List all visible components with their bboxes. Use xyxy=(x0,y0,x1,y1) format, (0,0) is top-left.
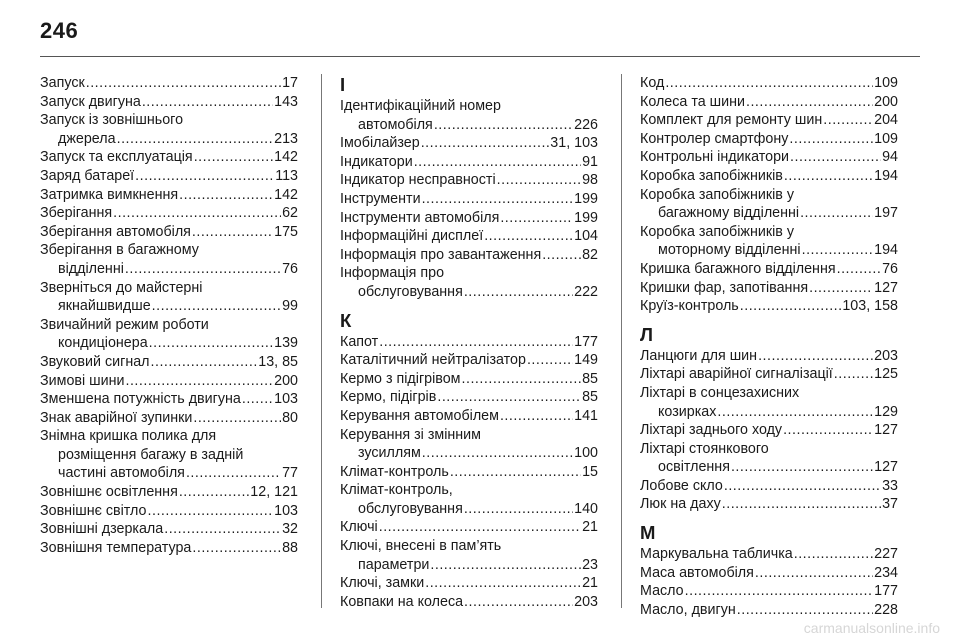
index-entry[interactable] xyxy=(340,537,598,574)
index-page-ref: 21 xyxy=(582,575,598,592)
index-entry[interactable] xyxy=(640,347,898,366)
index-entry-text: Керування зі змінним xyxy=(340,426,481,443)
index-page-ref: 103, 158 xyxy=(842,298,898,315)
index-entry-text: Маркувальна табличка xyxy=(640,546,793,563)
watermark: carmanualsonline.info xyxy=(803,620,940,636)
column-divider xyxy=(621,74,622,608)
dot-leader xyxy=(789,130,873,149)
index-page-ref: 21 xyxy=(582,519,598,536)
dot-leader xyxy=(717,403,873,422)
index-page-ref: 109 xyxy=(874,75,898,91)
index-entry[interactable] xyxy=(40,520,298,539)
index-entry[interactable] xyxy=(340,246,598,265)
page-number: 246 xyxy=(40,18,79,43)
index-entry-text: Маса автомобіля xyxy=(640,564,754,581)
index-letter-heading: К xyxy=(340,309,352,331)
index-entry-text: параметри xyxy=(358,556,430,573)
index-entry[interactable] xyxy=(40,390,298,409)
dot-leader xyxy=(837,260,882,279)
index-page-ref: 175 xyxy=(274,223,298,240)
index-page-ref: 82 xyxy=(582,246,598,263)
index-page-ref: 141 xyxy=(574,407,598,424)
index-entry-text: Ключі, внесені в пам’ять xyxy=(340,538,502,555)
index-entry-text: зусиллям xyxy=(358,445,421,462)
index-entry[interactable] xyxy=(640,279,898,298)
index-entry[interactable] xyxy=(340,351,598,370)
index-entry-text: Клімат-контроль xyxy=(340,463,449,480)
index-entry-text: Люк на даху xyxy=(640,496,721,513)
index-entry-text: автомобіля xyxy=(358,116,433,133)
dot-leader xyxy=(500,407,573,426)
index-entry[interactable] xyxy=(640,495,898,514)
index-entry-text: Зовнішні дзеркала xyxy=(40,521,164,538)
dot-leader xyxy=(414,153,581,172)
index-page-ref: 76 xyxy=(282,260,298,277)
index-entry[interactable] xyxy=(340,190,598,209)
index-page-ref: 17 xyxy=(282,75,298,91)
index-entry-text: частині автомобіля xyxy=(58,465,185,482)
dot-leader xyxy=(784,167,873,186)
index-entry[interactable] xyxy=(640,93,898,112)
index-entry[interactable] xyxy=(640,167,898,186)
index-page-ref: 62 xyxy=(282,205,298,222)
dot-leader xyxy=(179,186,273,205)
index-entry[interactable] xyxy=(40,279,298,316)
dot-leader xyxy=(422,444,573,463)
index-entry-text: обслуговування xyxy=(358,500,463,517)
index-entry-text: Імобілайзер xyxy=(340,135,420,152)
index-page-ref: 113 xyxy=(275,167,298,184)
index-page-ref: 228 xyxy=(874,601,898,618)
dot-leader xyxy=(164,520,281,539)
index-entry[interactable] xyxy=(340,463,598,482)
index-letter-heading: Л xyxy=(640,323,653,345)
index-page-ref: 104 xyxy=(574,228,598,245)
dot-leader xyxy=(125,372,273,391)
index-letter-heading: І xyxy=(340,74,346,95)
index-entry-text: козирках xyxy=(658,403,717,420)
index-entry[interactable] xyxy=(40,539,298,558)
index-entry[interactable] xyxy=(640,260,898,279)
index-entry[interactable] xyxy=(640,74,898,93)
index-entry[interactable] xyxy=(640,130,898,149)
dot-leader xyxy=(500,209,573,228)
dot-leader xyxy=(430,556,581,575)
index-entry[interactable] xyxy=(40,353,298,372)
index-entry[interactable] xyxy=(340,407,598,426)
dot-leader xyxy=(758,347,873,366)
index-entry-text: Комплект для ремонту шин xyxy=(640,112,823,129)
index-page-ref: 139 xyxy=(274,335,298,352)
index-entry-text: Колеса та шини xyxy=(640,93,745,110)
index-entry-text: освітлення xyxy=(658,459,730,476)
dot-leader xyxy=(113,204,281,223)
index-page-ref: 103 xyxy=(274,502,298,519)
index-entry[interactable] xyxy=(340,97,598,134)
index-page-ref: 98 xyxy=(582,172,598,189)
index-entry-text: Каталітичний нейтралізатор xyxy=(340,352,526,369)
dot-leader xyxy=(193,409,281,428)
index-page-ref: 76 xyxy=(882,260,898,277)
index-page-ref: 33 xyxy=(882,477,898,494)
index-entry[interactable] xyxy=(640,421,898,440)
index-page-ref: 13, 85 xyxy=(258,353,298,370)
index-entry[interactable] xyxy=(640,545,898,564)
index-entry[interactable] xyxy=(40,483,298,502)
index-entry[interactable] xyxy=(40,186,298,205)
dot-leader xyxy=(192,223,273,242)
index-page-ref: 127 xyxy=(874,459,898,476)
index-entry-text: Інформація про xyxy=(340,265,445,282)
index-entry[interactable] xyxy=(40,111,298,148)
index-entry-text: Ковпаки на колеса xyxy=(340,593,464,610)
index-entry-text: Коробка запобіжників xyxy=(640,167,783,184)
index-page-ref: 99 xyxy=(282,298,298,315)
index-entry-text: джерела xyxy=(58,130,116,147)
index-page-ref: 199 xyxy=(574,209,598,226)
index-entry-text: Ліхтарі аварійної сигналізації xyxy=(640,366,833,383)
index-page-ref: 194 xyxy=(874,242,898,259)
index-page-ref: 127 xyxy=(874,279,898,296)
index-entry[interactable] xyxy=(40,223,298,242)
index-entry[interactable] xyxy=(40,372,298,391)
dot-leader xyxy=(462,370,582,389)
index-page-ref: 200 xyxy=(274,372,298,389)
index-page-ref: 127 xyxy=(874,422,898,439)
index-entry[interactable] xyxy=(40,241,298,278)
dot-leader xyxy=(192,539,281,558)
index-entry[interactable] xyxy=(40,148,298,167)
index-entry[interactable] xyxy=(640,297,898,316)
column-divider xyxy=(321,74,322,608)
index-entry-text: Зовнішня температура xyxy=(40,539,192,556)
index-entry[interactable] xyxy=(340,593,598,612)
index-entry-text: Зовнішнє освітлення xyxy=(40,484,178,501)
index-entry-text: Керування автомобілем xyxy=(340,407,499,424)
index-entry[interactable] xyxy=(340,574,598,593)
index-entry[interactable] xyxy=(640,223,898,260)
dot-leader xyxy=(809,279,873,298)
index-page-ref: 142 xyxy=(274,149,298,166)
index-page-ref: 194 xyxy=(874,167,898,184)
index-page-ref: 32 xyxy=(282,521,298,538)
index-page-ref: 199 xyxy=(574,190,598,207)
dot-leader xyxy=(149,334,273,353)
index-entry[interactable] xyxy=(340,370,598,389)
index-page-ref: 15 xyxy=(582,463,598,480)
dot-leader xyxy=(527,351,573,370)
index-page-ref: 80 xyxy=(282,409,298,426)
index-page-ref: 203 xyxy=(574,593,598,610)
index-entry[interactable] xyxy=(340,264,598,301)
index-entry-text: Ліхтарі стоянкового xyxy=(640,440,769,457)
dot-leader xyxy=(179,483,249,502)
index-entry-text: Інформаційні дисплеї xyxy=(340,228,484,245)
index-entry-text: Звуковий сигнал xyxy=(40,353,150,370)
index-entry[interactable] xyxy=(640,384,898,421)
index-entry[interactable] xyxy=(340,153,598,172)
index-entry-text: Коробка запобіжників у xyxy=(640,223,795,240)
dot-leader xyxy=(422,190,574,209)
index-column-2 xyxy=(340,74,598,611)
index-entry-text: Ланцюги для шин xyxy=(640,347,758,364)
index-entry-text: Ключі, замки xyxy=(340,575,425,592)
dot-leader xyxy=(242,390,273,409)
dot-leader xyxy=(194,148,273,167)
dot-leader xyxy=(152,297,281,316)
index-entry-text: Запуск xyxy=(40,75,85,91)
index-page-ref: 197 xyxy=(874,205,898,222)
dot-leader xyxy=(437,388,581,407)
index-entry[interactable] xyxy=(640,111,898,130)
dot-leader xyxy=(421,134,550,153)
index-entry-text: Зберігання автомобіля xyxy=(40,223,191,240)
index-entry[interactable] xyxy=(340,134,598,153)
dot-leader xyxy=(542,246,581,265)
index-entry-text: Ліхтарі заднього ходу xyxy=(640,422,783,439)
index-page-ref: 227 xyxy=(874,546,898,563)
dot-leader xyxy=(755,564,873,583)
index-page-ref: 37 xyxy=(882,496,898,513)
index-entry-text: Контролер смартфону xyxy=(640,130,789,147)
index-entry-text: моторному відділенні xyxy=(658,242,801,259)
index-entry-text: Круїз-контроль xyxy=(640,298,739,315)
index-page-ref: 23 xyxy=(582,556,598,573)
index-entry-text: Запуск та експлуатація xyxy=(40,149,193,166)
index-entry-text: Звичайний режим роботи xyxy=(40,316,209,333)
index-page-ref: 91 xyxy=(582,153,598,170)
index-page-ref: 88 xyxy=(282,539,298,556)
index-entry[interactable] xyxy=(340,518,598,537)
dot-leader xyxy=(790,148,881,167)
index-column-1 xyxy=(40,74,298,557)
index-page-ref: 222 xyxy=(574,283,598,300)
index-column-3 xyxy=(640,74,898,619)
index-page-ref: 85 xyxy=(582,389,598,406)
index-entry-text: обслуговування xyxy=(358,283,463,300)
dot-leader xyxy=(740,297,842,316)
dot-leader xyxy=(125,260,281,279)
index-letter-heading: М xyxy=(640,522,656,544)
index-entry[interactable] xyxy=(640,148,898,167)
index-entry-text: Клімат-контроль, xyxy=(340,482,453,499)
index-page-ref: 177 xyxy=(874,583,898,600)
index-entry-text: Капот xyxy=(340,333,379,350)
index-entry-text: Інструменти xyxy=(340,190,421,207)
index-entry[interactable] xyxy=(340,227,598,246)
index-entry-text: Кермо, підігрів xyxy=(340,389,437,406)
index-entry-text: Кермо з підігрівом xyxy=(340,370,461,387)
index-page-ref: 12, 121 xyxy=(250,484,298,501)
index-entry[interactable] xyxy=(640,365,898,384)
index-entry[interactable] xyxy=(340,481,598,518)
index-entry[interactable] xyxy=(340,426,598,463)
index-entry-text: Кришка багажного відділення xyxy=(640,260,836,277)
index-page-ref: 140 xyxy=(574,500,598,517)
index-page-ref: 31, 103 xyxy=(550,135,598,152)
index-entry[interactable] xyxy=(40,204,298,223)
dot-leader xyxy=(450,463,581,482)
dot-leader xyxy=(464,500,573,519)
dot-leader xyxy=(737,601,873,620)
index-entry[interactable] xyxy=(640,582,898,601)
index-page-ref: 143 xyxy=(274,93,298,110)
dot-leader xyxy=(834,365,873,384)
index-entry[interactable] xyxy=(40,502,298,521)
index-page-ref: 77 xyxy=(282,465,298,482)
index-entry-text: Код xyxy=(640,75,665,91)
index-page-ref: 129 xyxy=(874,403,898,420)
index-entry[interactable] xyxy=(640,477,898,496)
index-entry-text: Зимові шини xyxy=(40,372,125,389)
dot-leader xyxy=(86,74,281,93)
index-entry[interactable] xyxy=(340,388,598,407)
index-page-ref: 142 xyxy=(274,186,298,203)
index-entry-text: Зберігання в багажному xyxy=(40,242,199,259)
index-entry-text: Індикатори xyxy=(340,153,413,170)
dot-leader xyxy=(148,502,274,521)
index-page-ref: 177 xyxy=(574,333,598,350)
dot-leader xyxy=(464,283,573,302)
index-entry-text: Запуск двигуна xyxy=(40,93,141,110)
index-page-ref: 204 xyxy=(874,112,898,129)
index-entry-text: Ключі xyxy=(340,519,378,536)
index-entry[interactable] xyxy=(340,171,598,190)
index-entry[interactable] xyxy=(40,409,298,428)
header-rule xyxy=(40,56,920,57)
index-page-ref: 203 xyxy=(874,347,898,364)
index-entry[interactable] xyxy=(40,427,298,483)
dot-leader xyxy=(783,421,873,440)
index-entry[interactable] xyxy=(340,209,598,228)
index-page-ref: 125 xyxy=(874,366,898,383)
index-entry[interactable] xyxy=(340,333,598,352)
index-page-ref: 200 xyxy=(874,93,898,110)
index-entry-text: Заряд батареї xyxy=(40,167,135,184)
dot-leader xyxy=(151,353,258,372)
dot-leader xyxy=(464,593,573,612)
index-page-ref: 109 xyxy=(874,130,898,147)
index-entry-text: Масло, двигун xyxy=(640,601,736,618)
dot-leader xyxy=(434,116,573,135)
index-entry-text: Контрольні індикатори xyxy=(640,149,790,166)
dot-leader xyxy=(379,518,581,537)
index-entry-text: Знак аварійної зупинки xyxy=(40,409,193,426)
index-entry-text: якнайшвидше xyxy=(58,298,151,315)
index-entry-text: Лобове скло xyxy=(640,477,723,494)
index-entry-text: багажному відділенні xyxy=(658,205,800,222)
index-page-ref: 149 xyxy=(574,352,598,369)
dot-leader xyxy=(802,241,874,260)
index-page-ref: 103 xyxy=(274,391,298,408)
index-entry-text: Звернітьcя до майстерні xyxy=(40,279,203,296)
dot-leader xyxy=(186,464,281,483)
index-entry[interactable] xyxy=(640,564,898,583)
index-page-ref: 85 xyxy=(582,370,598,387)
index-entry-text: Інструменти автомобіля xyxy=(340,209,500,226)
index-entry-text: Зовнішнє світло xyxy=(40,502,147,519)
dot-leader xyxy=(117,130,274,149)
index-entry-text: відділенні xyxy=(58,260,124,277)
dot-leader xyxy=(722,495,881,514)
index-page-ref: 94 xyxy=(882,149,898,166)
index-entry[interactable] xyxy=(40,74,298,93)
index-entry-text: кондиціонера xyxy=(58,335,148,352)
dot-leader xyxy=(379,333,573,352)
dot-leader xyxy=(484,227,573,246)
index-entry[interactable] xyxy=(640,186,898,223)
index-page-ref: 100 xyxy=(574,445,598,462)
index-entry-text: Кришки фар, запотівання xyxy=(640,279,809,296)
index-entry[interactable] xyxy=(40,167,298,186)
index-entry-text: Затримка вимкнення xyxy=(40,186,179,203)
index-entry-text: Коробка запобіжників у xyxy=(640,186,795,203)
dot-leader xyxy=(685,582,874,601)
index-entry-text: Масло xyxy=(640,583,684,600)
index-entry[interactable] xyxy=(40,93,298,112)
dot-leader xyxy=(731,458,873,477)
dot-leader xyxy=(746,93,873,112)
index-entry-text: Індикатор несправності xyxy=(340,172,496,189)
index-entry-text: Ідентифікаційний номер xyxy=(340,98,501,114)
dot-leader xyxy=(794,545,873,564)
index-entry-text: розміщення багажу в задній xyxy=(58,446,244,463)
index-entry[interactable] xyxy=(640,601,898,620)
index-page-ref: 213 xyxy=(274,130,298,147)
dot-leader xyxy=(425,574,581,593)
dot-leader xyxy=(665,74,873,93)
index-page-ref: 226 xyxy=(574,116,598,133)
dot-leader xyxy=(497,171,581,190)
dot-leader xyxy=(823,111,873,130)
index-entry-text: Знімна кришка полика для xyxy=(40,428,217,445)
index-entry-text: Зберігання xyxy=(40,205,113,222)
index-entry-text: Інформація про завантаження xyxy=(340,246,542,263)
dot-leader xyxy=(724,477,881,496)
dot-leader xyxy=(135,167,274,186)
index-page-ref: 234 xyxy=(874,564,898,581)
index-entry[interactable] xyxy=(640,440,898,477)
index-entry-text: Запуск із зовнішнього xyxy=(40,112,184,129)
index-entry[interactable] xyxy=(40,316,298,353)
index-entry-text: Ліхтарі в сонцезахисних xyxy=(640,384,800,401)
dot-leader xyxy=(800,204,873,223)
index-entry-text: Зменшена потужність двигуна xyxy=(40,391,241,408)
dot-leader xyxy=(142,93,273,112)
